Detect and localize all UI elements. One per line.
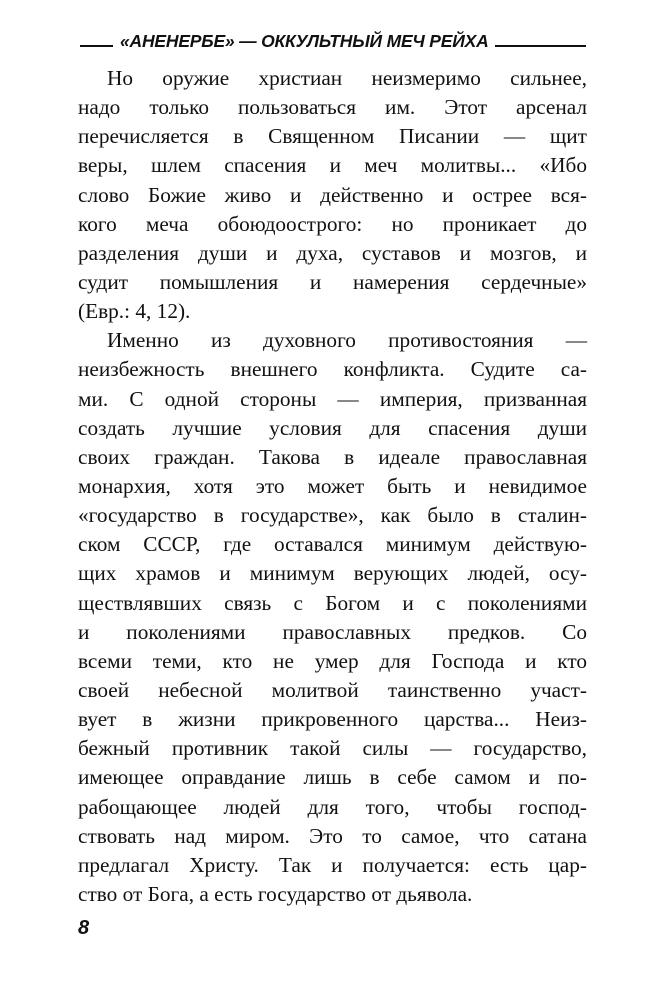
text-line: разделения души и духа, суставов и мозгов, и — [78, 240, 587, 265]
text-line: и поколениями православных предков. Со — [78, 619, 587, 644]
text-line: своих граждан. Такова в идеале православная — [78, 444, 587, 469]
page-body — [78, 64, 587, 909]
text-line: ществлявших связь с Богом и с поколениями — [78, 590, 587, 615]
text-line: имеющее оправдание лишь в себе самом и по- — [78, 765, 587, 790]
text-line: надо только пользоваться им. Этот арсенал — [78, 95, 587, 120]
text-line: ми. С одной стороны — империя, призванная — [78, 386, 587, 411]
text-line: вует в жизни прикровенного царства... Неиз- — [78, 707, 587, 732]
header-rule-left — [80, 45, 113, 47]
text-line: предлагал Христу. Так и получается: есть цар- — [78, 852, 587, 877]
page-number: 8 — [78, 917, 90, 939]
text-line: неизбежность внешнего конфликта. Судите са- — [78, 357, 587, 382]
header-rule-right — [495, 45, 586, 47]
text-line: слово Божие живо и действенно и острее вся- — [78, 182, 587, 207]
text-line: ствовать над миром. Это то самое, что сатана — [78, 823, 587, 848]
text-line: судит помышления и намерения сердечные» — [78, 269, 587, 294]
text-line: ство от Бога, а есть государство от дьявола. — [78, 881, 473, 906]
text-line: ском СССР, где оставался минимум действую- — [78, 532, 587, 557]
running-title: «АНЕНЕРБЕ» — ОККУЛЬТНЫЙ МЕЧ РЕЙХА — [120, 31, 489, 51]
text-line: Именно из духовного противостояния — — [107, 328, 587, 353]
text-line: Но оружие христиан неизмеримо сильнее, — [107, 66, 587, 90]
text-line: рабощающее людей для того, чтобы господ- — [78, 794, 587, 819]
text-line: веры, шлем спасения и меч молитвы... «Ибо — [78, 153, 587, 178]
text-line: бежный противник такой силы — государство, — [78, 736, 587, 761]
text-line: перечисляется в Священном Писании — щит — [78, 124, 587, 149]
paragraph — [78, 326, 587, 909]
text-line: своей небесной молитвой таинственно участ- — [78, 677, 587, 702]
text-line: всеми теми, кто не умер для Господа и кто — [78, 648, 587, 673]
text-line: монархия, хотя это может быть и невидимое — [78, 473, 587, 498]
text-line: кого меча обоюдоострого: но проникает до — [78, 211, 587, 236]
running-header — [80, 30, 586, 52]
text-line: «государство в государстве», как было в сталин- — [78, 503, 587, 528]
paragraph — [78, 64, 587, 326]
text-line: щих храмов и минимум верующих людей, осу- — [78, 561, 587, 586]
text-line: (Евр.: 4, 12). — [78, 299, 191, 324]
text-line: создать лучшие условия для спасения души — [78, 415, 587, 440]
